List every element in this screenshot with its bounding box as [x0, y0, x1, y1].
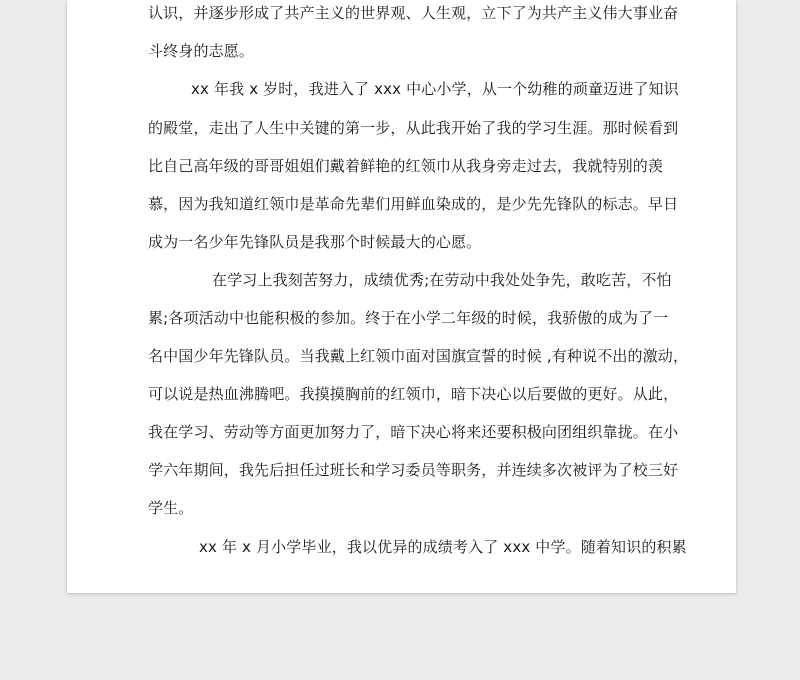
text-line: xx 年 x 月小学毕业，我以优异的成绩考入了 xxx 中学。随着知识的积累: [199, 538, 687, 556]
text-line: 在学习上我刻苦努力，成绩优秀;在劳动中我处处争先，敢吃苦，不怕: [212, 271, 672, 289]
text-line: 斗终身的志愿。: [148, 42, 255, 60]
text-line: 成为一名少年先锋队员是我那个时候最大的心愿。: [148, 233, 482, 251]
text-line: xx 年我 x 岁时，我进入了 xxx 中心小学，从一个幼稚的顽童迈进了知识: [191, 80, 679, 98]
text-line: 累;各项活动中也能积极的参加。终于在小学二年级的时候，我骄傲的成为了一: [148, 309, 669, 327]
text-line: 名中国少年先锋队员。当我戴上红领巾面对国旗宣誓的时候 ,有种说不出的激动，: [148, 347, 689, 365]
text-line: 学生。: [148, 499, 194, 517]
text-line: 慕，因为我知道红领巾是革命先辈们用鲜血染成的，是少先先锋队的标志。早日: [148, 195, 679, 213]
document-page: [67, 0, 736, 593]
text-line: 学六年期间，我先后担任过班长和学习委员等职务，并连续多次被评为了校三好: [148, 461, 679, 479]
text-line: 的殿堂，走出了人生中关键的第一步，从此我开始了我的学习生涯。那时候看到: [148, 119, 679, 137]
text-line: 我在学习、劳动等方面更加努力了，暗下决心将来还要积极向团组织靠拢。在小: [148, 423, 679, 441]
text-line: 比自己高年级的哥哥姐姐们戴着鲜艳的红领巾从我身旁走过去，我就特别的羡: [148, 157, 664, 175]
text-line: 认识，并逐步形成了共产主义的世界观、人生观，立下了为共产主义伟大事业奋: [148, 4, 679, 22]
text-line: 可以说是热血沸腾吧。我摸摸胸前的红领巾，暗下决心以后要做的更好。从此，: [148, 385, 679, 403]
